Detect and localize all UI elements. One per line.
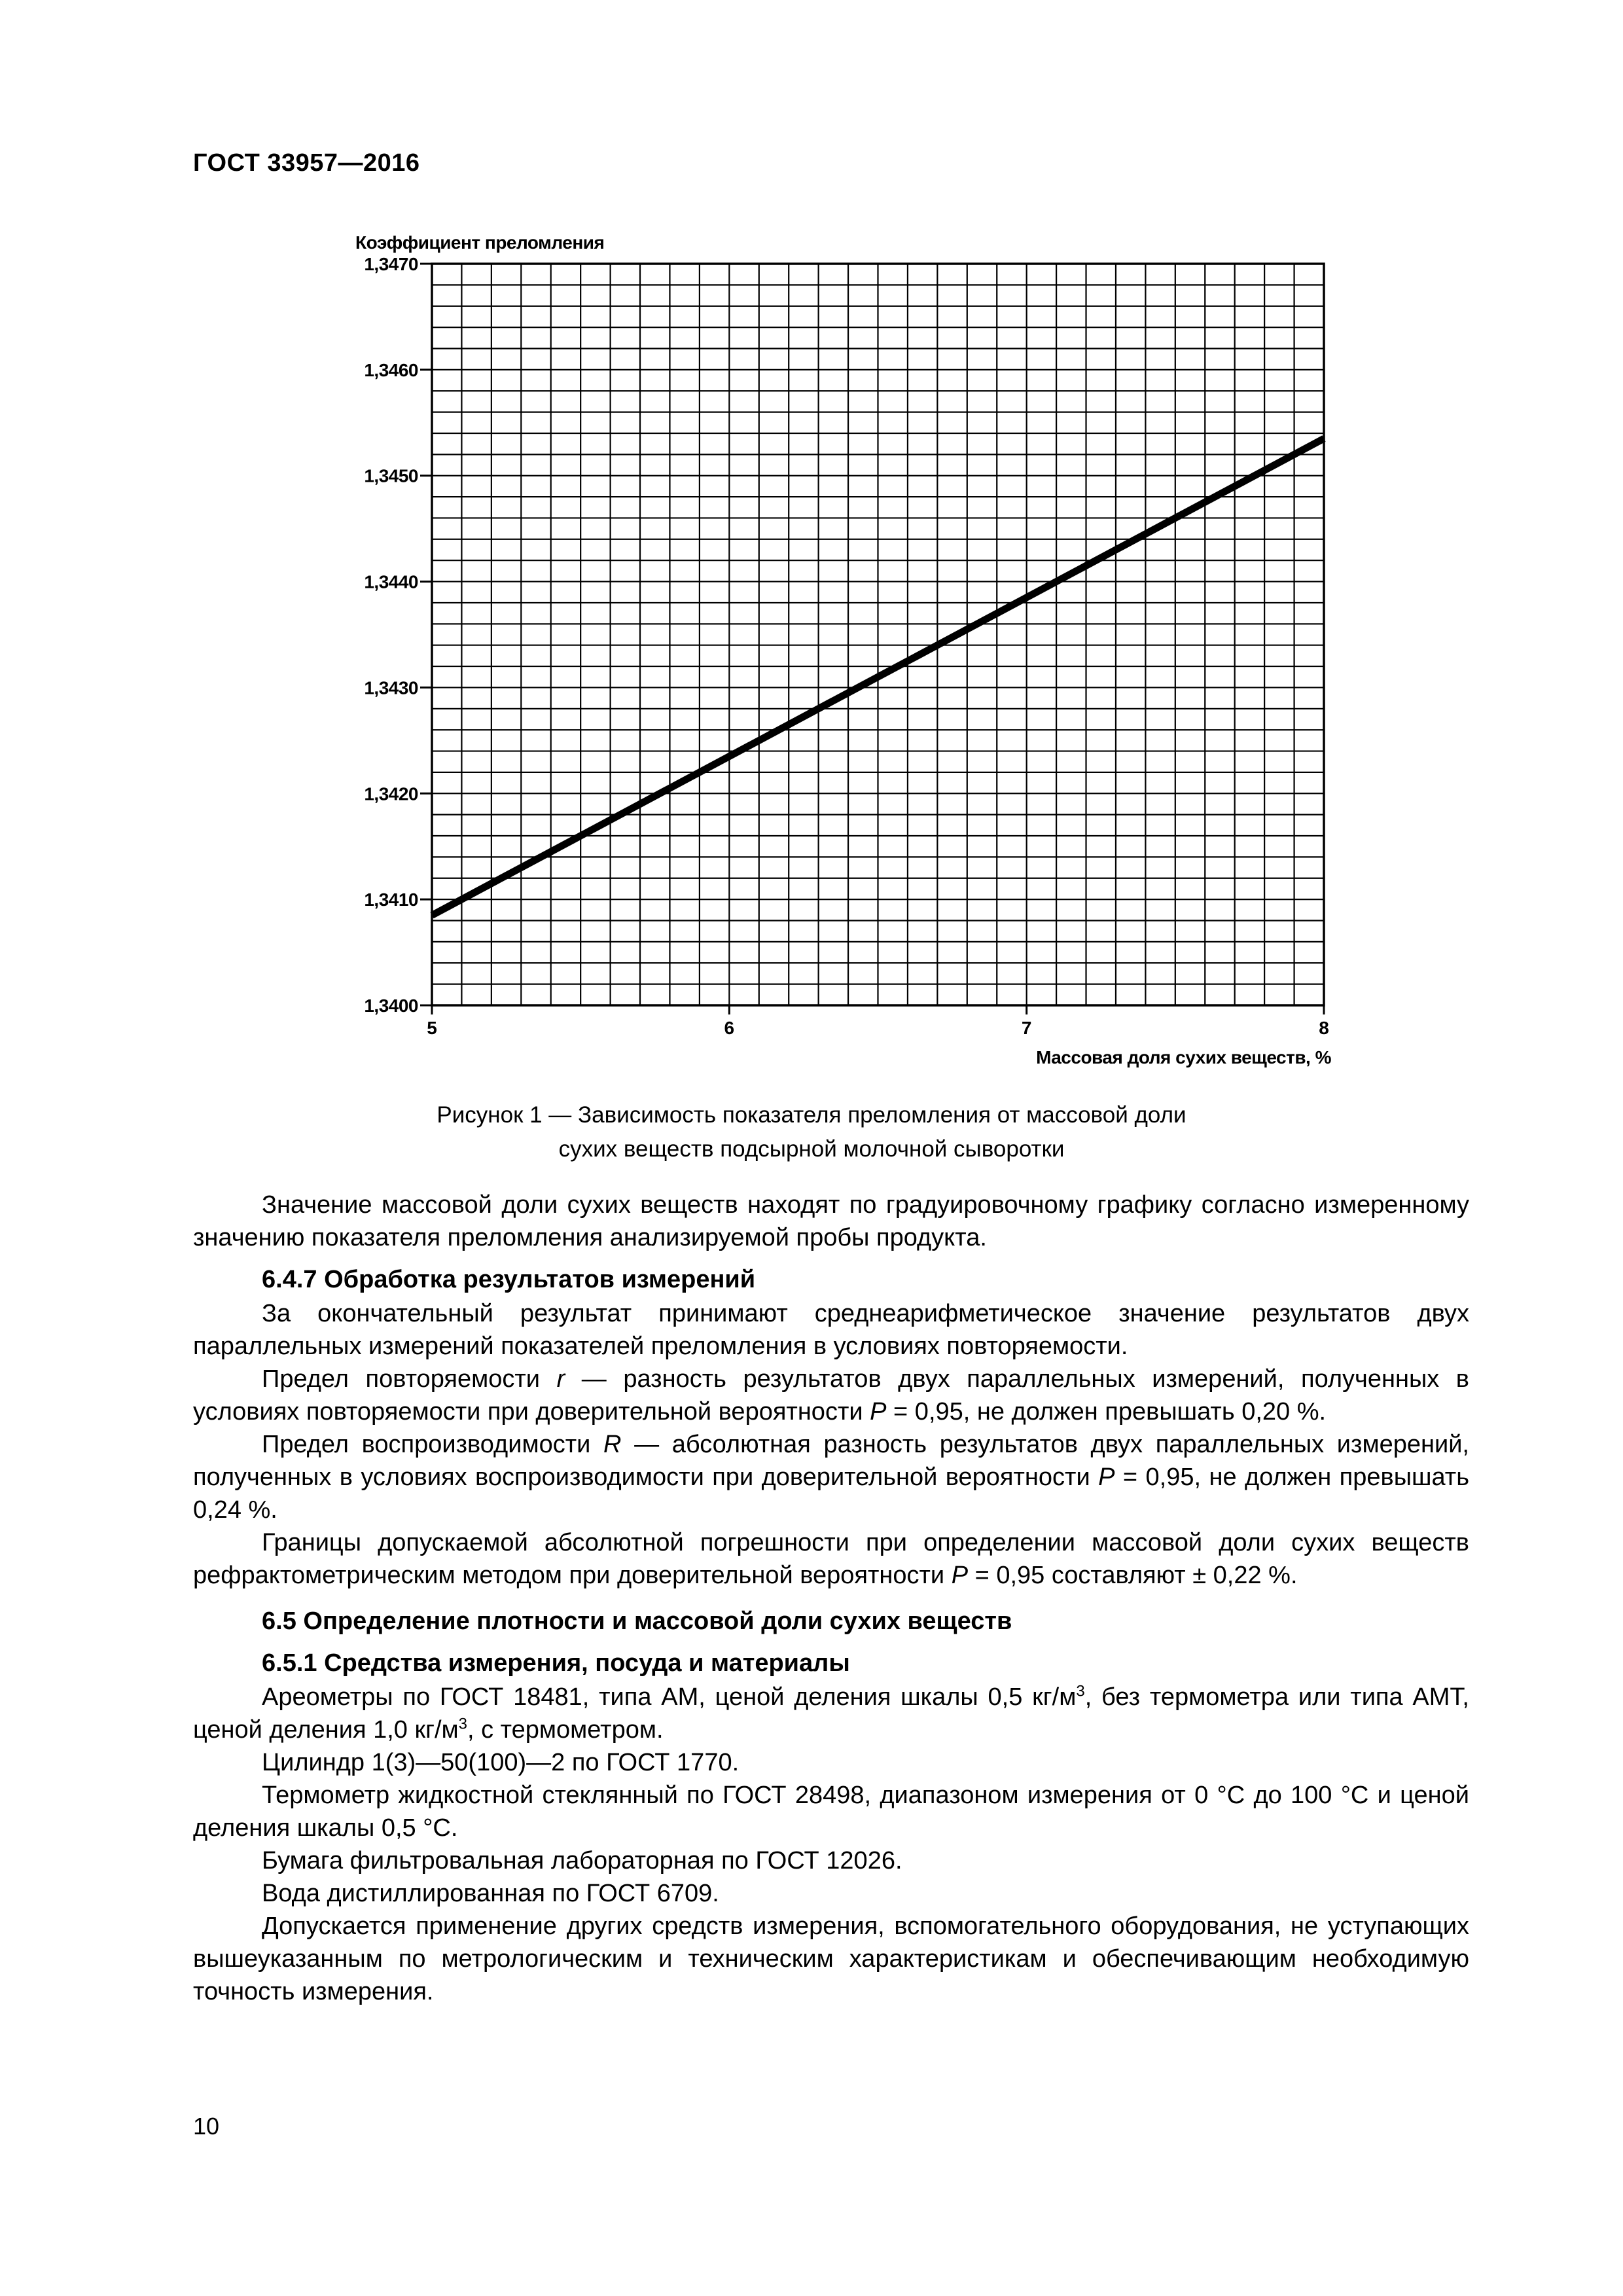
caption-line-2: сухих веществ подсырной молочной сыворотки bbox=[558, 1136, 1065, 1162]
x-tick-label: 8 bbox=[1319, 1018, 1329, 1038]
refraction-chart bbox=[0, 0, 1623, 1086]
heading-6-4-7: 6.4.7 Обработка результатов измерений bbox=[262, 1266, 756, 1293]
x-tick-label: 5 bbox=[427, 1018, 437, 1038]
x-tick-labels bbox=[427, 1018, 1329, 1038]
page-number: 10 bbox=[193, 2113, 220, 2140]
figure-caption bbox=[327, 1098, 1296, 1166]
paragraph-repeatability: Предел повторяемости r — разность результатов двух параллельных измерений, полученных в условиях повторяемости при доверительной вероятности P = 0,95, не должен превышать 0,20 %. bbox=[193, 1365, 1469, 1426]
heading-6-5-1: 6.5.1 Средства измерения, посуда и материалы bbox=[262, 1649, 850, 1677]
var-r: r bbox=[556, 1365, 565, 1393]
y-tick-label: 1,3460 bbox=[364, 359, 418, 380]
heading-6-5: 6.5 Определение плотности и массовой доли сухих веществ bbox=[262, 1607, 1012, 1635]
y-tick-label: 1,3450 bbox=[364, 465, 418, 486]
x-axis-label: Массовая доля сухих веществ, % bbox=[1036, 1047, 1331, 1067]
y-tick-labels bbox=[364, 254, 418, 1016]
document-header: ГОСТ 33957—2016 bbox=[193, 149, 420, 177]
var-p: P bbox=[870, 1398, 887, 1426]
paragraph-distilled-water: Вода дистиллированная по ГОСТ 6709. bbox=[262, 1880, 719, 1907]
paragraph-final-result: За окончательный результат принимают среднеарифметическое значение результатов двух параллельных измерений показателей преломления в условиях повторяемости. bbox=[193, 1300, 1469, 1360]
x-tick-label: 7 bbox=[1021, 1018, 1032, 1038]
var-R: R bbox=[603, 1431, 622, 1458]
y-tick-label: 1,3470 bbox=[364, 254, 418, 274]
y-tick-label: 1,3400 bbox=[364, 996, 418, 1016]
y-tick-label: 1,3430 bbox=[364, 677, 418, 698]
paragraph-alternatives: Допускается применение других средств измерения, вспомогательного оборудования, не уступающих вышеуказанным по метрологическим и техническим характеристикам и обеспечивающим необходимую точность измерения. bbox=[193, 1912, 1469, 2005]
x-tick-label: 6 bbox=[724, 1018, 735, 1038]
paragraph-reproducibility: Предел воспроизводимости R — абсолютная разность результатов двух параллельных измерений, полученных в условиях воспроизводимости при доверительной вероятности P = 0,95, не должен превышать 0,24 %. bbox=[193, 1431, 1469, 1524]
axis-ticks bbox=[420, 264, 1324, 1014]
var-p: P bbox=[951, 1562, 969, 1589]
var-p: P bbox=[1098, 1463, 1115, 1491]
caption-line-1: Рисунок 1 — Зависимость показателя преломления от массовой доли bbox=[437, 1102, 1186, 1128]
paragraph-thermometer: Термометр жидкостной стеклянный по ГОСТ 28498, диапазоном измерения от 0 °С до 100 °С и ценой деления шкалы 0,5 °С. bbox=[193, 1782, 1469, 1842]
paragraph-cylinder: Цилиндр 1(3)—50(100)—2 по ГОСТ 1770. bbox=[262, 1749, 740, 1776]
y-tick-label: 1,3420 bbox=[364, 783, 418, 804]
document-body bbox=[193, 1189, 1469, 2008]
paragraph-graph-note: Значение массовой доли сухих веществ находят по градуировочному графику согласно измеренному значению показателя преломления анализируемой пробы продукта. bbox=[193, 1191, 1469, 1251]
paragraph-areometers: Ареометры по ГОСТ 18481, типа АМ, ценой деления шкалы 0,5 $кг/м^3$, без термометра или типа АМТ, ценой деления 1,0 $кг/м^3$, с термометром. bbox=[193, 1682, 1469, 1744]
paragraph-error-limits: Границы допускаемой абсолютной погрешности при определении массовой доли сухих веществ рефрактометрическим методом при доверительной вероятности P = 0,95 составляют ± 0,22 %. bbox=[193, 1529, 1469, 1589]
y-tick-label: 1,3410 bbox=[364, 889, 418, 910]
y-tick-label: 1,3440 bbox=[364, 571, 418, 592]
grid-minor bbox=[432, 264, 1324, 1005]
y-axis-label: Коэффициент преломления bbox=[355, 232, 605, 253]
paragraph-filter-paper: Бумага фильтровальная лабораторная по ГОСТ 12026. bbox=[262, 1847, 902, 1874]
